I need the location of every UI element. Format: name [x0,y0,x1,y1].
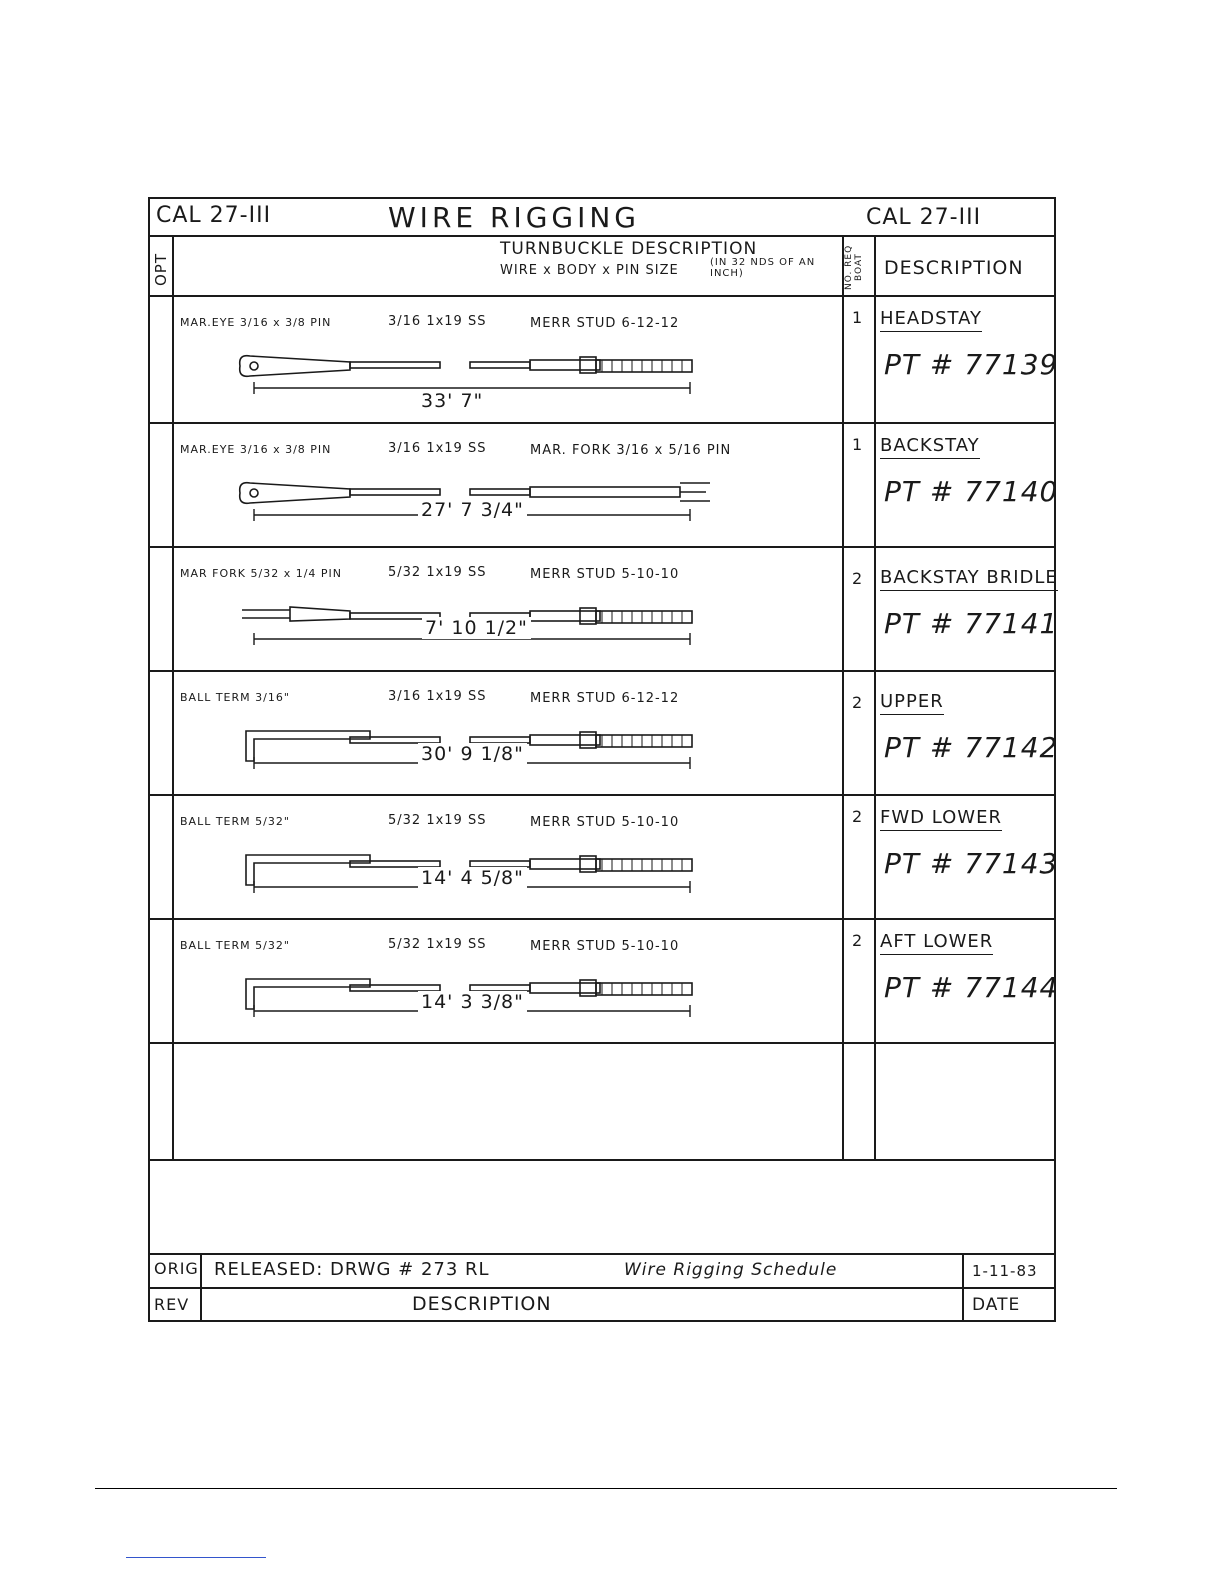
overall-length: 7' 10 1/2" [422,617,531,639]
orig-label: ORIG [154,1259,199,1278]
footer-link-underline [126,1557,266,1558]
rigging-row [150,671,1059,793]
end-fitting-1: BALL TERM 5/32" [180,815,290,828]
end-fitting-1: MAR FORK 5/32 x 1/4 PIN [180,567,343,580]
rigging-row [150,423,1059,545]
turnbuckle-drawing [150,296,850,420]
turnbuckle-unit-note: (IN 32 NDS OF AN INCH) [710,257,816,279]
release-note: RELEASED: DRWG # 273 RL [214,1259,490,1280]
part-number: PT # 77140 [884,475,1059,508]
rigging-part-name: BACKSTAY BRIDLE [880,567,1058,591]
turnbuckle-body [530,360,600,370]
qty-per-boat: 2 [852,807,864,826]
turnbuckle-body [530,735,600,745]
threaded-stud-icon [596,611,692,623]
end-fitting-2: MERR STUD 5-10-10 [530,939,680,954]
rigging-part-name: BACKSTAY [880,435,980,459]
turnbuckle-body [530,611,600,621]
ball-terminal-icon [246,731,370,761]
rigging-row [150,795,1059,917]
ball-terminal-icon [246,979,370,1009]
turnbuckle-drawing [150,919,850,1043]
end-fitting-2: MERR STUD 5-10-10 [530,567,680,582]
end-fitting-2: MERR STUD 6-12-12 [530,691,680,706]
overall-length: 30' 9 1/8" [418,743,527,765]
threaded-stud-icon [596,983,692,995]
threaded-stud-icon [596,859,692,871]
part-number: PT # 77139 [884,348,1059,381]
description-column-label: DESCRIPTION [884,257,1024,279]
ball-terminal-icon [246,855,370,885]
table-bottom-line [150,1159,1054,1161]
eye-hole-icon [250,362,258,370]
overall-length: 33' 7" [418,390,486,412]
end-fitting-1: BALL TERM 5/32" [180,939,290,952]
wire-segment [350,362,440,368]
rigging-part-name: HEADSTAY [880,308,982,332]
opt-column-label: OPT [152,252,170,286]
release-date: 1-11-83 [972,1262,1038,1280]
overall-length: 27' 7 3/4" [418,499,527,521]
end-fitting-1: MAR.EYE 3/16 x 3/8 PIN [180,316,332,329]
date-label: DATE [972,1295,1021,1315]
wire-size: 5/32 1x19 SS [388,937,487,952]
rigging-part-name: UPPER [880,691,944,715]
threaded-stud-icon [596,735,692,747]
end-fitting-2: MAR. FORK 3/16 x 5/16 PIN [530,443,732,458]
turnbuckle-body [530,983,600,993]
wire-size: 5/32 1x19 SS [388,813,487,828]
wire-size: 3/16 1x19 SS [388,689,487,704]
turnbuckle-drawing [150,547,850,671]
turnbuckle-size-label: WIRE x BODY x PIN SIZE [500,263,679,278]
wire-segment [470,489,530,495]
title-block-divider-right [962,1253,964,1320]
turnbuckle-description-label: TURNBUCKLE DESCRIPTION [500,239,758,259]
overall-length: 14' 4 5/8" [418,867,527,889]
part-number: PT # 77142 [884,731,1059,764]
eye-terminal-icon [240,483,350,504]
part-number: PT # 77141 [884,607,1059,640]
end-fitting-1: MAR.EYE 3/16 x 3/8 PIN [180,443,332,456]
end-fitting-1: BALL TERM 3/16" [180,691,290,704]
turnbuckle-drawing [150,795,850,919]
model-label-left: CAL 27-III [156,203,272,228]
rev-label: REV [154,1295,190,1314]
fork-terminal-icon [242,607,350,621]
turnbuckle-drawing [150,423,850,547]
overall-length: 14' 3 3/8" [418,991,527,1013]
qty-per-boat: 1 [852,435,864,454]
end-fitting-2: MERR STUD 5-10-10 [530,815,680,830]
turnbuckle-drawing [150,671,850,795]
wire-size: 3/16 1x19 SS [388,314,487,329]
drawing-title: WIRE RIGGING [388,201,640,234]
schedule-title: Wire Rigging Schedule [624,1260,838,1280]
turnbuckle-body [530,487,680,497]
page-footer-rule [95,1488,1117,1489]
eye-hole-icon [250,489,258,497]
rigging-part-name: FWD LOWER [880,807,1002,831]
wire-segment [350,489,440,495]
model-label-right: CAL 27-III [866,205,982,230]
row-divider [150,1042,1054,1044]
rigging-part-name: AFT LOWER [880,931,993,955]
fork-terminal-icon [680,483,710,501]
rigging-row [150,296,1059,420]
turnbuckle-body [530,859,600,869]
qty-per-boat: 1 [852,308,864,327]
rigging-row [150,547,1059,669]
rigging-row [150,919,1059,1041]
threaded-stud-icon [596,360,692,372]
wire-size: 3/16 1x19 SS [388,441,487,456]
qty-column-label: NO. REQ BOAT [844,244,864,290]
end-fitting-2: MERR STUD 6-12-12 [530,316,680,331]
qty-per-boat: 2 [852,931,864,950]
title-block-top-line [150,1253,1054,1255]
rigging-drawing-sheet [148,197,1059,1322]
eye-terminal-icon [240,356,350,377]
description-footer-label: DESCRIPTION [412,1293,552,1315]
part-number: PT # 77144 [884,971,1059,1004]
title-block-middle-line [150,1287,1054,1289]
title-divider [150,235,1054,237]
part-number: PT # 77143 [884,847,1059,880]
wire-segment [470,362,530,368]
title-block-divider-left [200,1253,202,1320]
qty-per-boat: 2 [852,569,864,588]
qty-per-boat: 2 [852,693,864,712]
wire-size: 5/32 1x19 SS [388,565,487,580]
